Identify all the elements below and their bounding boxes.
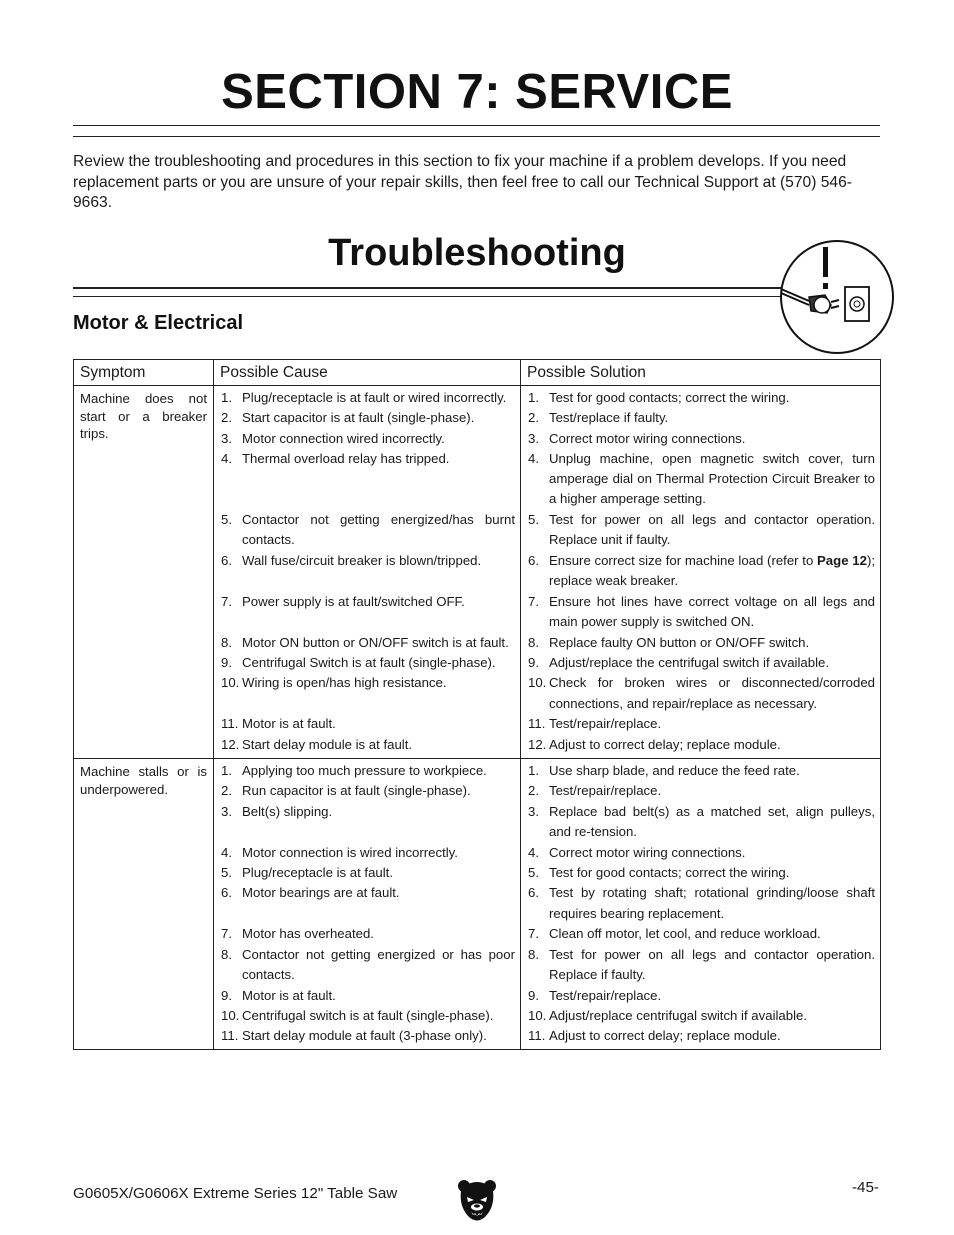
- list-item: [521, 408, 880, 428]
- item-text: Test for good contacts; correct the wiring.: [549, 390, 790, 405]
- list-item: [214, 863, 520, 883]
- item-number: 1.: [528, 763, 539, 779]
- item-text: Centrifugal Switch is at fault (single-phase).: [242, 655, 496, 671]
- troubleshooting-rule-bottom: [73, 296, 788, 297]
- item-text: Power supply is at fault/switched OFF.: [242, 593, 465, 609]
- item-text: Check for broken wires or disconnected/corroded connections, and repair/replace as necessary.: [549, 675, 875, 711]
- item-text: Adjust to correct delay; replace module.: [549, 1028, 781, 1044]
- item-number: 1.: [528, 390, 539, 405]
- list-item: [521, 761, 880, 781]
- list-item: [214, 408, 520, 428]
- item-number: 5.: [528, 864, 539, 880]
- solution-list: [521, 388, 880, 755]
- item-number: 8.: [528, 946, 539, 962]
- footer-model: G0605X/G0606X Extreme Series 12" Table Saw: [73, 1185, 398, 1202]
- item-number: 9.: [221, 987, 232, 1003]
- possible-solution-cell: [521, 759, 881, 1050]
- list-item: [214, 761, 520, 781]
- item-number: 6.: [221, 885, 232, 901]
- item-text: Correct motor wiring connections.: [549, 844, 746, 860]
- item-text: Adjust/replace centrifugal switch if available.: [549, 1007, 808, 1023]
- header-possible-solution: Possible Solution: [521, 360, 881, 386]
- item-text: Ensure hot lines have correct voltage on all legs and main power supply is switched ON.: [549, 593, 875, 630]
- troubleshooting-rule-top: [73, 287, 788, 289]
- list-item: [521, 510, 880, 551]
- cause-list: [214, 388, 520, 755]
- item-text: Motor is at fault.: [242, 716, 336, 732]
- item-number: 1.: [221, 390, 232, 405]
- item-text: Test by rotating shaft; rotational grinding/loose shaft requires bearing replacement.: [549, 885, 875, 921]
- item-text: Adjust to correct delay; replace module.: [549, 736, 781, 752]
- item-text: Start delay module is at fault.: [242, 736, 413, 752]
- item-number: 10.: [528, 675, 547, 691]
- item-text: Motor has overheated.: [242, 926, 374, 942]
- item-text: Replace faulty ON button or ON/OFF switch.: [549, 634, 810, 650]
- item-number: 3.: [528, 803, 539, 819]
- item-text: Correct motor wiring connections.: [549, 430, 746, 446]
- item-text: Clean off motor, let cool, and reduce workload.: [549, 926, 821, 942]
- list-item: [521, 945, 880, 986]
- symptom-cell: [74, 759, 214, 1050]
- list-item: [521, 863, 880, 883]
- item-text: Test for power on all legs and contactor operation. Replace if faulty.: [549, 946, 875, 982]
- list-item: [214, 945, 520, 986]
- item-number: 11.: [528, 1028, 546, 1044]
- list-item: [214, 388, 520, 408]
- item-number: 5.: [221, 864, 232, 880]
- item-number: 9.: [528, 655, 539, 671]
- item-text: Replace bad belt(s) as a matched set, align pulleys, and re-tension.: [549, 803, 875, 839]
- footer-page-number: -45-: [851, 1179, 879, 1196]
- table-row: [74, 386, 881, 759]
- item-text: Belt(s) slipping.: [242, 803, 333, 819]
- plug-warning-icon: [779, 239, 895, 355]
- item-text: Plug/receptacle is at fault or wired incorrectly.: [242, 390, 507, 405]
- item-number: 4.: [528, 450, 539, 466]
- item-text: Use sharp blade, and reduce the feed rate.: [549, 763, 800, 779]
- section-title: SECTION 7: SERVICE: [221, 65, 733, 119]
- item-text: Start capacitor is at fault (single-phase).: [242, 410, 475, 426]
- item-number: 10.: [221, 675, 240, 691]
- symptom-text: Machine stalls or is underpowered.: [80, 764, 207, 797]
- item-number: 6.: [528, 885, 539, 901]
- list-item: [214, 510, 520, 551]
- list-item: [521, 802, 880, 843]
- list-item: [214, 843, 520, 863]
- possible-cause-cell: [214, 759, 521, 1050]
- item-number: 6.: [221, 552, 232, 568]
- list-item: [214, 633, 520, 653]
- item-text: Motor connection wired incorrectly.: [242, 430, 445, 446]
- item-text: Unplug machine, open magnetic switch cover, turn amperage dial on Thermal Protection Circuit Breaker to a higher amperage setting.: [549, 450, 875, 507]
- item-number: 12.: [528, 736, 547, 752]
- item-number: 7.: [221, 926, 232, 942]
- item-text: Test for power on all legs and contactor operation. Replace unit if faulty.: [549, 511, 875, 548]
- item-text: Motor connection is wired incorrectly.: [242, 844, 458, 860]
- list-item: [214, 551, 520, 592]
- list-item: [214, 714, 520, 734]
- list-item: [214, 986, 520, 1006]
- item-number: 1.: [221, 763, 232, 779]
- item-number: 4.: [528, 844, 539, 860]
- item-number: 6.: [528, 552, 539, 568]
- page-reference: Page 12: [817, 552, 867, 568]
- symptom-text: Machine does not start or a breaker trips.: [80, 391, 207, 441]
- item-text: Motor ON button or ON/OFF switch is at fault.: [242, 634, 509, 650]
- list-item: [521, 633, 880, 653]
- item-number: 9.: [528, 987, 539, 1003]
- list-item: [214, 429, 520, 449]
- cause-list: [214, 761, 520, 1046]
- item-text: Test for good contacts; correct the wiring.: [549, 864, 790, 880]
- troubleshooting-table: [73, 359, 881, 1050]
- item-text: Centrifugal switch is at fault (single-phase).: [242, 1007, 494, 1023]
- list-item: [214, 924, 520, 944]
- item-text: Thermal overload relay has tripped.: [242, 450, 450, 466]
- list-item: [521, 883, 880, 924]
- list-item: [214, 449, 520, 510]
- list-item: [521, 653, 880, 673]
- item-number: 8.: [221, 946, 232, 962]
- item-text: Adjust/replace the centrifugal switch if available.: [549, 655, 830, 671]
- list-item: [214, 1006, 520, 1026]
- list-item: [521, 429, 880, 449]
- item-text: Wiring is open/has high resistance.: [242, 675, 447, 691]
- item-text: Test/repair/replace.: [549, 716, 662, 732]
- item-number: 2.: [528, 783, 539, 799]
- item-number: 5.: [528, 511, 539, 527]
- list-item: [521, 1026, 880, 1046]
- item-number: 11.: [528, 716, 546, 732]
- item-number: 10.: [528, 1007, 547, 1023]
- header-possible-cause: Possible Cause: [214, 360, 521, 386]
- list-item: [521, 388, 880, 408]
- list-item: [214, 735, 520, 755]
- item-number: 5.: [221, 511, 232, 527]
- item-text: Motor is at fault.: [242, 987, 336, 1003]
- list-item: [521, 551, 880, 592]
- list-item: [214, 1026, 520, 1046]
- list-item: [521, 924, 880, 944]
- item-number: 3.: [221, 803, 232, 819]
- item-text: Motor bearings are at fault.: [242, 885, 400, 901]
- list-item: [521, 1006, 880, 1026]
- troubleshooting-title: Troubleshooting: [328, 232, 626, 274]
- list-item: [214, 592, 520, 633]
- table-row: [74, 759, 881, 1050]
- item-number: 3.: [528, 430, 539, 446]
- list-item: [521, 714, 880, 734]
- possible-cause-cell: [214, 386, 521, 759]
- item-text: ); replace weak breaker.: [549, 552, 875, 589]
- item-number: 2.: [528, 410, 539, 426]
- item-number: 7.: [221, 593, 232, 609]
- item-text: Start delay module at fault (3-phase only).: [242, 1028, 487, 1044]
- item-text: Wall fuse/circuit breaker is blown/tripped.: [242, 552, 482, 568]
- header-symptom: Symptom: [74, 360, 214, 386]
- item-number: 12.: [221, 736, 240, 752]
- intro-paragraph: Review the troubleshooting and procedures in this section to fix your machine if a problem develops. If you need replacement parts or you are unsure of your repair skills, then feel free to call our Technical Support at (570) 546-9663.: [73, 153, 852, 211]
- item-text: Test/repair/replace.: [549, 987, 662, 1003]
- item-number: 10.: [221, 1007, 240, 1023]
- section-rule-bottom: [73, 136, 880, 137]
- subsection-title: Motor & Electrical: [73, 312, 244, 334]
- item-text: Applying too much pressure to workpiece.: [242, 763, 487, 779]
- item-number: 11.: [221, 1028, 239, 1044]
- item-text: Test/repair/replace.: [549, 783, 662, 799]
- item-number: 8.: [221, 634, 232, 650]
- item-number: 7.: [528, 593, 539, 609]
- item-text: Contactor not getting energized/has burnt contacts.: [242, 511, 515, 548]
- item-text: Ensure correct size for machine load (refer to: [549, 552, 818, 568]
- item-text: Plug/receptacle is at fault.: [242, 864, 394, 880]
- symptom-cell: [74, 386, 214, 759]
- item-text: Contactor not getting energized or has poor contacts.: [242, 946, 515, 982]
- item-number: 11.: [221, 716, 239, 732]
- item-number: 8.: [528, 634, 539, 650]
- list-item: [214, 653, 520, 673]
- list-item: [521, 592, 880, 633]
- list-item: [521, 449, 880, 510]
- list-item: [214, 781, 520, 801]
- list-item: [521, 843, 880, 863]
- item-text: Run capacitor is at fault (single-phase).: [242, 783, 471, 799]
- item-number: 2.: [221, 410, 232, 426]
- item-text: Test/replace if faulty.: [549, 410, 669, 426]
- item-number: 7.: [528, 926, 539, 942]
- item-number: 4.: [221, 844, 232, 860]
- list-item: [521, 673, 880, 714]
- list-item: [521, 735, 880, 755]
- list-item: [521, 986, 880, 1006]
- possible-solution-cell: [521, 386, 881, 759]
- list-item: [214, 883, 520, 924]
- item-number: 3.: [221, 430, 232, 446]
- list-item: [214, 673, 520, 714]
- list-item: [214, 802, 520, 843]
- grizzly-bear-logo-icon: [457, 1177, 497, 1223]
- section-rule-top: [73, 125, 880, 126]
- solution-list: [521, 761, 880, 1046]
- item-number: 2.: [221, 783, 232, 799]
- list-item: [521, 781, 880, 801]
- item-number: 9.: [221, 655, 232, 671]
- item-number: 4.: [221, 450, 232, 466]
- table-header-row: [74, 360, 881, 386]
